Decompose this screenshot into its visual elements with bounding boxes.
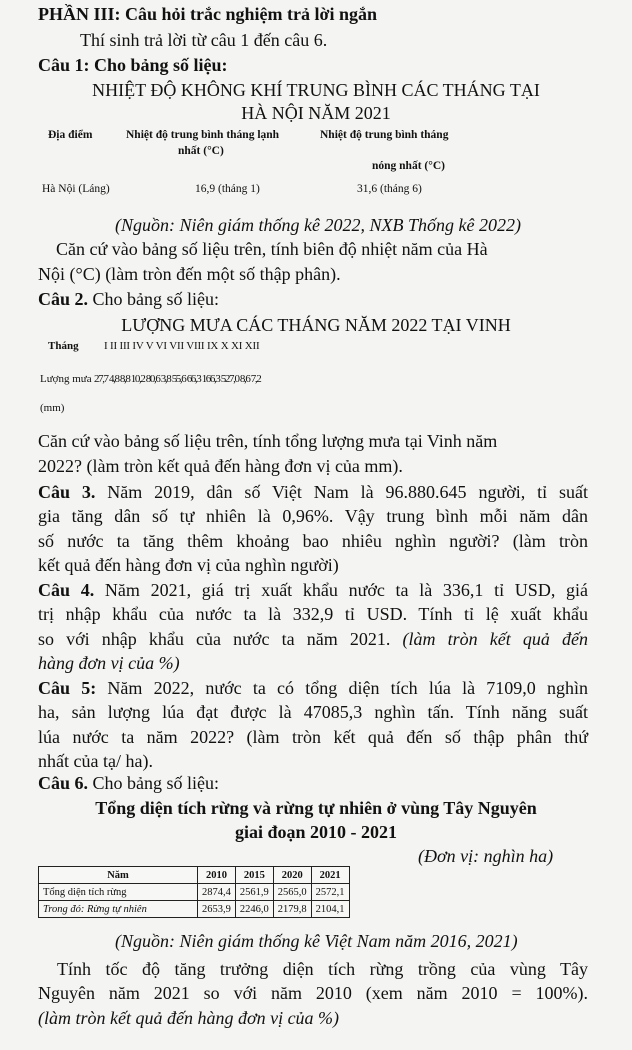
q1-question: Căn cứ vào bảng số liệu trên, tính biên độ nhiệt năm của Hà <box>56 239 488 259</box>
q6-label: Câu 6. <box>38 773 89 793</box>
q1-label: Câu 1: Cho bảng số liệu: <box>38 55 228 75</box>
q6-question: Tính tốc độ tăng trưởng diện tích rừng trồng của vùng Tây <box>57 959 588 979</box>
q3-paragraph <box>38 480 588 578</box>
q2-unit: (mm) <box>40 402 65 414</box>
q6-source: (Nguồn: Niên giám thống kê Việt Nam năm 2016, 2021) <box>115 931 518 951</box>
q1-place: Hà Nội (Láng) <box>42 183 110 195</box>
table-cell: Tổng diện tích rừng <box>39 884 198 901</box>
table-cell: 2653,9 <box>198 901 236 918</box>
q1-col-cold-2: nhất (°C) <box>178 145 224 157</box>
table-header-cell: 2020 <box>273 867 311 884</box>
table-cell: Trong đó: Rừng tự nhiên <box>39 901 198 918</box>
table-cell: 2246,0 <box>235 901 273 918</box>
q1-question-2: Nội (°C) (làm tròn đến một số thập phân). <box>38 264 341 284</box>
q3-label: Câu 3. <box>38 482 96 502</box>
q1-hot-value: 31,6 (tháng 6) <box>357 183 422 195</box>
q1-cold-value: 16,9 (tháng 1) <box>195 183 260 195</box>
table-cell: 2179,8 <box>273 901 311 918</box>
table-header-row <box>39 867 350 884</box>
q5-line <box>38 676 588 700</box>
q6-data-table <box>38 866 350 918</box>
part-title: PHẦN III: Câu hỏi trắc nghiệm trả lời ngắn <box>38 4 377 24</box>
q6-table-title-2: giai đoạn 2010 - 2021 <box>234 822 398 842</box>
q2-rain-label: Lượng mưa <box>40 373 92 385</box>
q1-col-cold: Nhiệt độ trung bình tháng lạnh <box>126 129 280 141</box>
q3-line: số nước ta tăng thêm khoảng bao nhiêu nghìn người? (làm tròn <box>38 530 588 551</box>
q2-rain-values: 27,7 4,8 8,8 10,2 80,6 3,8 55,6 66,3 166,3 527,0 8,6 7,2 <box>94 373 261 385</box>
table-cell: 2565,0 <box>273 884 311 901</box>
table-cell: 2874,4 <box>198 884 236 901</box>
q6-question-3: (làm tròn kết quả đến hàng đơn vị của %) <box>38 1007 340 1028</box>
q2-month-label: Tháng <box>48 340 79 352</box>
q1-col-place: Địa điểm <box>48 129 93 141</box>
q4-line: trị nhập khẩu của nước ta là 332,9 tỉ USD. Tính tỉ lệ xuất khẩu <box>38 604 588 625</box>
q6-question-2: Nguyên năm 2021 so với năm 2010 (xem năm 2010 = 100%). <box>38 983 588 1004</box>
q1-table-title: NHIỆT ĐỘ KHÔNG KHÍ TRUNG BÌNH CÁC THÁNG TẠI <box>92 80 540 100</box>
q6-heading <box>38 773 219 794</box>
q1-col-hot-2: nóng nhất (°C) <box>372 160 445 172</box>
table-header-cell: Năm <box>39 867 198 884</box>
table-header-cell: 2010 <box>198 867 236 884</box>
q4-text: so với nhập khẩu của nước ta năm 2021. <box>38 628 403 649</box>
q5-text: Năm 2022, nước ta có tổng diện tích lúa là 7109,0 nghìn <box>96 678 588 698</box>
q6-paragraph <box>38 957 588 1030</box>
q6-unit: (Đơn vị: nghìn ha) <box>418 846 554 866</box>
q4-italic: (làm tròn kết quả đến <box>402 628 589 649</box>
q4-label: Câu 4. <box>38 580 95 600</box>
q4-line <box>38 627 588 651</box>
q2-table-title: LƯỢNG MƯA CÁC THÁNG NĂM 2022 TẠI VINH <box>121 315 511 335</box>
q4-italic-last: hàng đơn vị của %) <box>38 653 180 674</box>
q3-line: kết quả đến hàng đơn vị của nghìn người) <box>38 555 339 576</box>
q5-paragraph <box>38 676 588 774</box>
q1-col-hot: Nhiệt độ trung bình tháng <box>320 129 449 141</box>
q6-table-title: Tổng diện tích rừng và rừng tự nhiên ở vùng Tây Nguyên <box>95 798 537 818</box>
table-header-cell: 2015 <box>235 867 273 884</box>
q2-months: I II III IV V VI VII VIII IX X XI XII <box>104 340 260 352</box>
q5-label: Câu 5: <box>38 678 97 698</box>
q4-text: Năm 2021, giá trị xuất khẩu nước ta là 336,1 tỉ USD, giá <box>94 580 589 600</box>
table-cell: 2104,1 <box>311 901 349 918</box>
q5-line: ha, sản lượng lúa đạt được là 47085,3 nghìn tấn. Tính năng suất <box>38 702 588 723</box>
q2-label: Câu 2. <box>38 289 89 309</box>
q1-source: (Nguồn: Niên giám thống kê 2022, NXB Thống kê 2022) <box>115 215 521 235</box>
q1-table-title-2: HÀ NỘI NĂM 2021 <box>241 103 391 123</box>
table-cell: 2572,1 <box>311 884 349 901</box>
table-cell: 2561,9 <box>235 884 273 901</box>
q4-paragraph <box>38 578 588 676</box>
q2-label-rest: Cho bảng số liệu: <box>88 289 220 309</box>
q3-line <box>38 480 588 504</box>
q6-label-rest: Cho bảng số liệu: <box>88 773 220 793</box>
q3-line: gia tăng dân số tự nhiên là 0,96%. Vậy trung bình mỗi năm dân <box>38 506 588 527</box>
q4-line <box>38 578 588 602</box>
q2-question-2: 2022? (làm tròn kết quả đến hàng đơn vị của mm). <box>38 456 403 476</box>
q3-text: Năm 2019, dân số Việt Nam là 96.880.645 người, tỉ suất <box>95 482 588 502</box>
q2-heading <box>38 289 219 310</box>
q5-line: lúa nước ta năm 2022? (làm tròn kết quả đến số thập phân thứ <box>38 726 588 747</box>
table-row <box>39 884 350 901</box>
q2-question: Căn cứ vào bảng số liệu trên, tính tổng lượng mưa tại Vinh năm <box>38 431 498 451</box>
intro-text: Thí sinh trả lời từ câu 1 đến câu 6. <box>80 30 328 50</box>
q5-line: nhất của tạ/ ha). <box>38 751 153 772</box>
table-header-cell: 2021 <box>311 867 349 884</box>
table-row <box>39 901 350 918</box>
